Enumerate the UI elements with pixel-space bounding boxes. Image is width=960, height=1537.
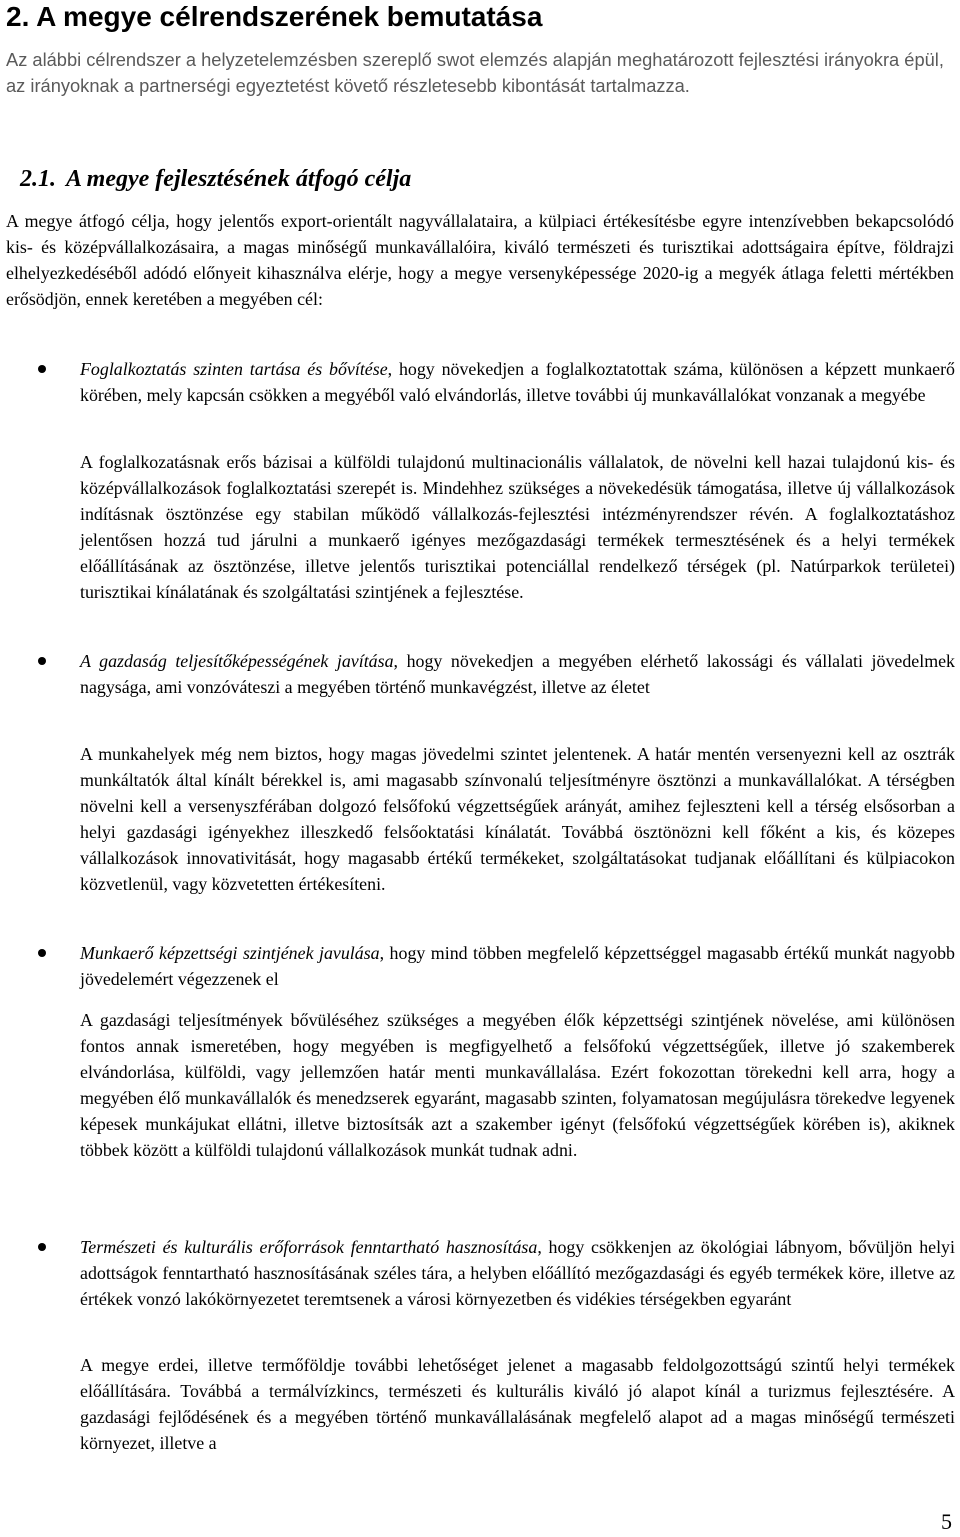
goal-detail: A gazdasági teljesítmények bővüléséhez szükséges a megyében élők képzettségi szintjének növelése, ami különösen fontos annak ismeretében, hogy megyében is megfigyelhető a felsőfokú végzettségűek, illetve jó szakemberek elvándorlása, külföldi, vagy jellemzően határ menti munkavállalása. Ezért fokozottan törekedni kell arra, hogy a megyében élő munkavállalók és menedzserek egyaránt, magasabb szinten, folyamatosan megújulásra törekedve legyenek képesek munkájukat ellátni, illetve biztosítsák azt a szakember igényt (felsőfokú végzettségűek körében is), akiknek többek között a külföldi tulajdonú vállalkozások munkát tudnak adni. xyxy=(80,1010,955,1160)
subsection-intro: A megye átfogó célja, hogy jelentős export-orientált nagyvállalataira, a külpiaci értékesítésbe egyre intenzívebben bekapcsolódó kis- és középvállalkozásaira, a magas minőségű munkavállalóira, kiváló természeti és turisztikai adottságaira építve, földrajzi elhelyezkedéséből adódó előnyeit kihasználva elérje, hogy a megye versenyképessége 2020-ig a megyék átlaga feletti mértékben erősödjön, ennek keretében a megyében cél: xyxy=(6,211,954,309)
goal-detail: A munkahelyek még nem biztos, hogy magas jövedelmi szintet jelentenek. A határ mentén versenyezni kell az osztrák munkáltatók által kínált bérekkel is, ami magasabb színvonalú teljesítményre ösztönzi a munkavállalókat. A térségben növelni kell a versenyszférában dolgozó felsőfokú végzettségűek arányát, amihez fejleszteni kell a térség elsősorban a helyi gazdasági igényekhez illeszkedő felsőoktatási kínálatát. Továbbá ösztönözni kell főként a kis, és közepes vállalkozások innovativitását, hogy magasabb értékű termékeket, szolgáltatásokat tudjanak előállítani és külpiacokon közvetlenül, vagy közvetetten értékesíteni. xyxy=(80,744,955,894)
goal-title: Munkaerő képzettségi szintjének javulása xyxy=(80,943,380,963)
goal-item xyxy=(80,648,955,700)
subsection-number: 2.1. xyxy=(20,166,56,192)
goal-title: Természeti és kulturális erőforrások fenntartható hasznosítása xyxy=(80,1237,538,1257)
bullet-icon xyxy=(38,365,46,373)
goal-detail: A megye erdei, illetve termőföldje további lehetőséget jelenet a magasabb feldolgozottságú szintű helyi termékek előállítására. Továbbá a termálvízkincs, természeti és kulturális kiváló jó alapot kínál a turizmus fejlesztésére. A gazdasági fejlődésének és a megyében történő munkavállalásának megfelelő alapot ad a magas minőségű természeti környezet, illetve a xyxy=(80,1355,955,1453)
page-number: 5 xyxy=(941,1509,952,1534)
section-title: 2. A megye célrendszerének bemutatása xyxy=(6,1,543,32)
bullet-icon xyxy=(38,1243,46,1251)
subsection-title: A megye fejlesztésének átfogó célja xyxy=(66,166,412,192)
goal-detail: A foglalkozatásnak erős bázisai a külföldi tulajdonú multinacionális vállalatok, de növelni kell hazai tulajdonú kis- és középvállalkozások foglalkoztatási szerepét is. Mindehhez szükséges a növekedésük támogatása, illetve új vállalkozások indításnak ösztönzése egy stabilan működő vállalkozás-fejlesztési intézményrendszer révén. A foglalkoztatáshoz jelentősen hozzá tud járulni a munkaerő igényes mezőgazdasági termékek termesztésének és a helyi termékek előállításának az ösztönzése, illetve jelentős turisztikai potenciállal rendelkező térségek (pl. Natúrparkok területei) turisztikai kínálatának és szolgáltatási szintjének a fejlesztése. xyxy=(80,452,955,602)
bullet-icon xyxy=(38,657,46,665)
goal-text: , hogy növekedjen a foglalkoztatottak száma, különösen a képzett munkaerő körében, mely kapcsán csökken a megyéből való elvándorlás, illetve további új munkavállalókat vonzanak a megyébe xyxy=(80,359,955,405)
goal-text: , hogy növekedjen a megyében elérhető lakossági és vállalati jövedelmek nagysága, ami vonzóváteszi a megyében történő munkavégzést, illetve az életet xyxy=(80,651,955,697)
bullet-icon xyxy=(38,949,46,957)
goal-item xyxy=(80,1234,955,1312)
goal-title: A gazdaság teljesítőképességének javítása xyxy=(80,651,394,671)
section-intro: Az alábbi célrendszer a helyzetelemzésben szereplő swot elemzés alapján meghatározott fejlesztési irányokra épül, az irányoknak a partnerségi egyeztetést követő részletesebb kibontását tartalmazza. xyxy=(6,49,944,96)
goal-title: Foglalkoztatás szinten tartása és bővítése xyxy=(80,359,388,379)
goal-item xyxy=(80,356,955,408)
goal-text: , hogy csökkenjen az ökológiai lábnyom, bővüljön helyi adottságok fenntartható hasznosításának széles tára, a helyben előállító mezőgazdasági és egyéb termékek köre, illetve az értékek vonzó lakókörnyezetet teremtsenek a városi környezetben és vidékies térségekben egyaránt xyxy=(80,1237,955,1309)
goal-text: , hogy mind többen megfelelő képzettséggel magasabb értékű munkát nagyobb jövedelemért végezzenek el xyxy=(80,943,955,989)
goal-item xyxy=(80,940,955,992)
subsection-heading xyxy=(20,164,411,194)
